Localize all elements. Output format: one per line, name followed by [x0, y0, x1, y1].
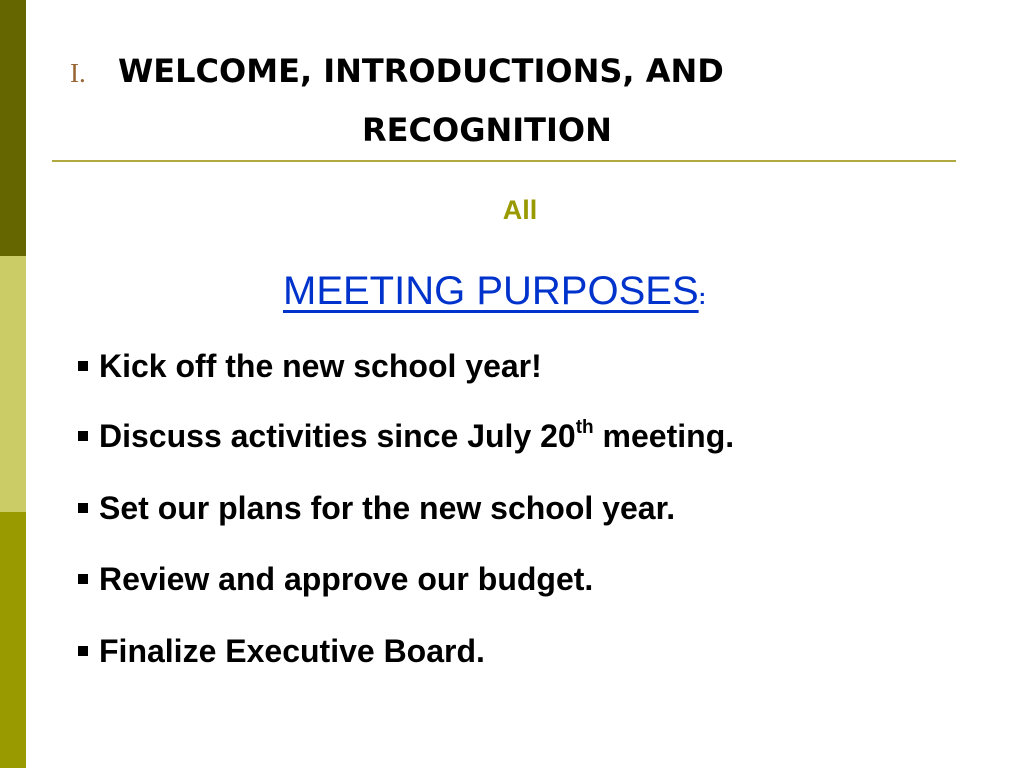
list-item-text: Set our plans for the new school year. — [99, 490, 676, 526]
list-item — [78, 557, 593, 601]
square-bullet-icon — [78, 574, 88, 584]
list-item — [78, 414, 734, 458]
title-numeral: I. — [70, 58, 86, 88]
list-item-text: Kick off the new school year! — [99, 348, 542, 384]
meeting-purposes-heading-text: MEETING PURPOSES — [283, 269, 699, 313]
list-item — [78, 486, 675, 530]
presenter-label: All — [502, 195, 538, 225]
list-item-superscript: th — [575, 417, 594, 438]
sidebar-accent-middle — [0, 256, 26, 512]
square-bullet-icon — [78, 503, 88, 513]
list-item — [78, 344, 542, 388]
list-item — [78, 629, 485, 673]
sidebar-accent-bottom — [0, 512, 26, 768]
list-item-text: Finalize Executive Board. — [99, 633, 485, 669]
meeting-purposes-heading — [283, 266, 706, 325]
list-item-text: Discuss activities since July 20 — [99, 418, 576, 454]
slide-title-line-1: WELCOME, INTRODUCTIONS, AND — [118, 52, 724, 90]
list-item-text: Review and approve our budget. — [99, 561, 594, 597]
list-item-text-after: meeting. — [593, 418, 735, 454]
slide-title-line-2: RECOGNITION — [362, 111, 612, 149]
square-bullet-icon — [78, 431, 88, 441]
title-divider — [52, 160, 956, 162]
square-bullet-icon — [78, 646, 88, 656]
square-bullet-icon — [78, 361, 88, 371]
meeting-purposes-heading-colon: : — [698, 284, 706, 309]
